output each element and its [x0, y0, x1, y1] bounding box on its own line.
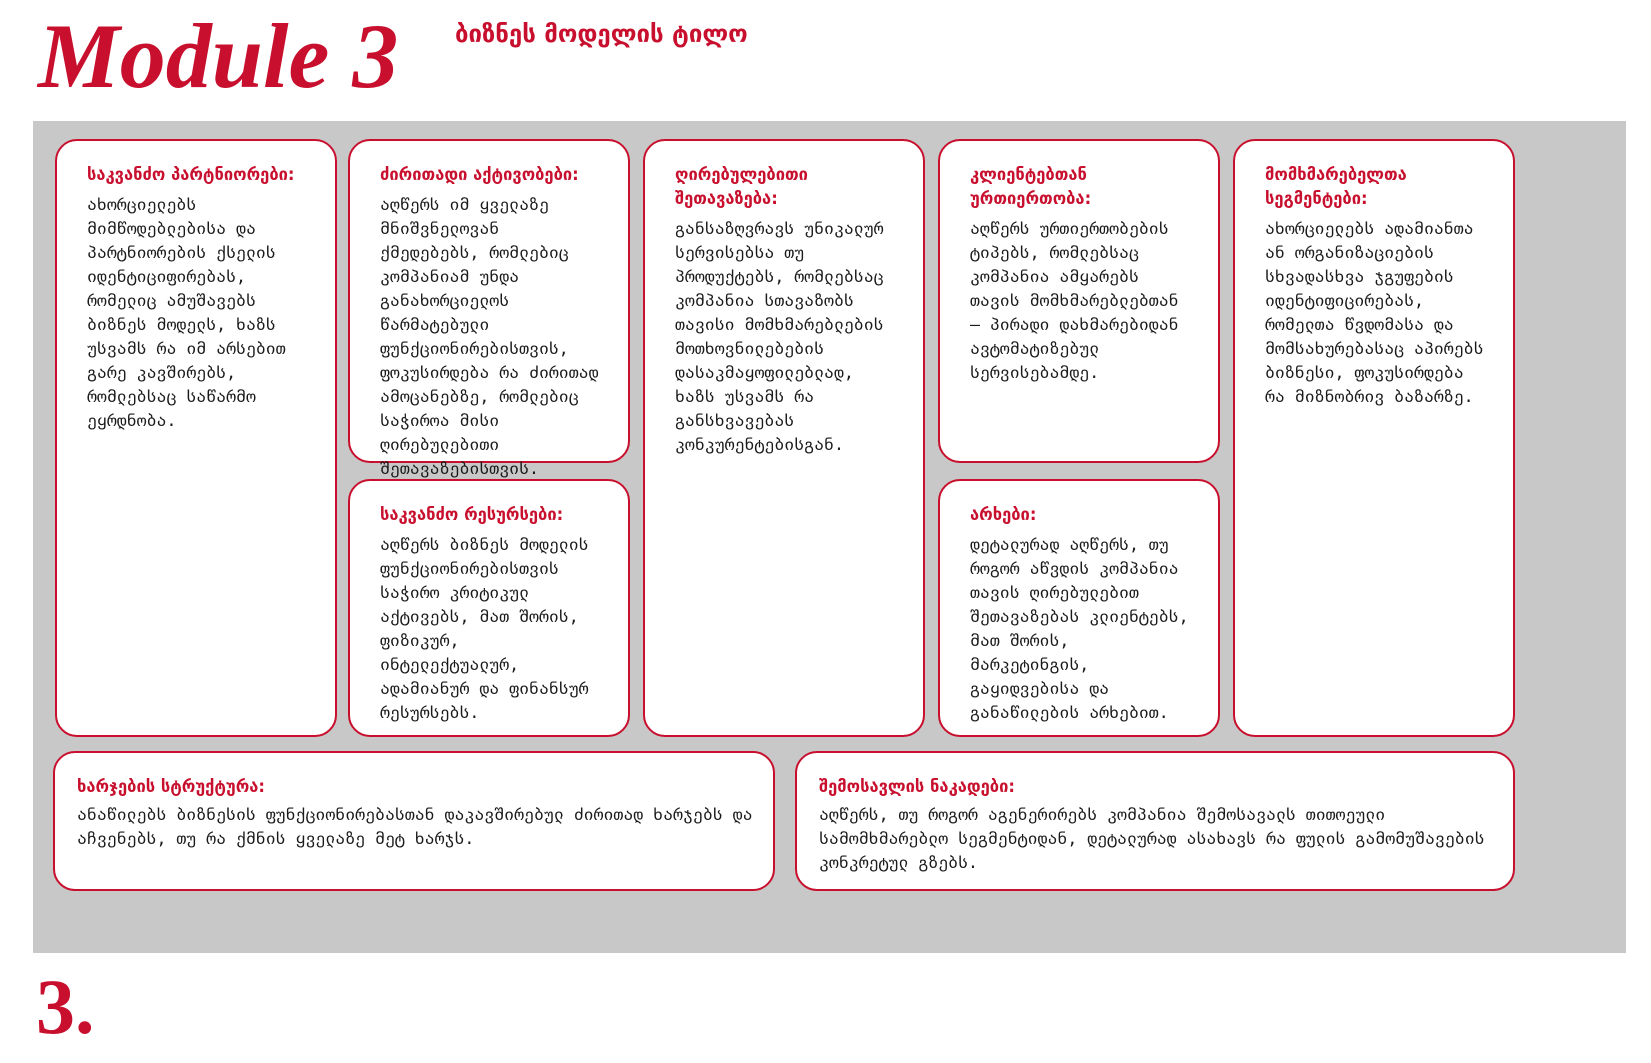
customer-segments-title: მომხმარებელთა სეგმენტები:: [1265, 165, 1407, 208]
channels-box: [938, 479, 1220, 737]
key-activities-box: [348, 139, 630, 478]
customer-segments-text: ახორციელებს ადამიანთა ან ორგანიზაციების სხვადასხვა ჯგუფების იდენტიფიცირებას, რომელთა წვდომასა და მომსახურებასაც აპირებს ბიზნესი, ფოკუსირდება რა მიზნობრივ ბაზარზე.: [1265, 219, 1484, 406]
key-resources-text: აღწერს ბიზნეს მოდელის ფუნქციონირებისთვის საჭირო კრიტიკულ აქტივებს, მათ შორის, ფიზიკურ, ინტელექტუალურ, ადამიანურ და ფინანსურ რესურსებს.: [380, 535, 589, 722]
business-model-canvas: [33, 121, 1626, 953]
value-propositions-title: ღირებულებითი შეთავაზება:: [675, 165, 808, 208]
key-activities-title: ძირითადი აქტივობები:: [380, 165, 579, 184]
key-partners-title: საკვანძო პარტნიორები:: [87, 165, 295, 184]
revenue-streams-box: [795, 751, 1515, 891]
customer-segments-box: [1233, 139, 1515, 737]
key-resources-title: საკვანძო რესურსები:: [380, 505, 564, 524]
customer-relationships-title: კლიენტებთან ურთიერთობა:: [970, 165, 1092, 208]
channels-text: დეტალურად აღწერს, თუ როგორ აწვდის კომპანია თავის ღირებულებით შეთავაზებას კლიენტებს, მათ შორის, მარკეტინგის, გაყიდვებისა და განაწილების არხებით.: [970, 535, 1189, 722]
cost-structure-box: [53, 751, 775, 891]
value-propositions-text: განსაზღვრავს უნიკალურ სერვისებსა თუ პროდუქტებს, რომლებსაც კომპანია სთავაზობს თავისი მომხმარებლების მოთხოვნილებების დასაკმაყოფილებლად, ხაზს უსვამს რა განსხვავებას კონკურენტებისგან.: [675, 219, 884, 454]
channels-title: არხები:: [970, 505, 1037, 524]
module-subtitle: ბიზნეს მოდელის ტილო: [455, 20, 748, 48]
value-propositions-box: [643, 139, 925, 737]
revenue-streams-text: აღწერს, თუ როგორ აგენერირებს კომპანია შემოსავალს თითოეული სამომხმარებლო სეგმენტიდან, დეტალურად ასახავს რა ფულის გამომუშავების კონკრეტულ გზებს.: [819, 805, 1485, 872]
page-number: 3.: [36, 963, 95, 1050]
key-partners-text: ახორციელებს მიმწოდებლებისა და პარტნიორების ქსელის იდენტიციფირებას, რომელიც ამუშავებს ბიზნეს მოდელს, ხაზს უსვამს რა იმ არსებით გარე კავშირებს, რომლებსაც საწარმო ეყრდნობა.: [87, 195, 286, 430]
key-activities-text: აღწერს იმ ყველაზე მნიშვნელოვან ქმედებებს, რომლებიც კომპანიამ უნდა განახორციელოს წარმატებული ფუნქციონირებისთვის, ფოკუსირდება რა ძირითად ამოცანებზე, რომლებიც საჭიროა მისი ღირებულებითი შეთავაზებისთვის.: [380, 195, 599, 478]
revenue-streams-title: შემოსავლის ნაკადები:: [819, 777, 1015, 796]
key-resources-box: [348, 479, 630, 737]
key-partners-box: [55, 139, 337, 737]
module-title: Module 3: [38, 5, 399, 107]
cost-structure-text: ანაწილებს ბიზნესის ფუნქციონირებასთან დაკავშირებულ ძირითად ხარჯებს და აჩვენებს, თუ რა ქმნის ყველაზე მეტ ხარჯს.: [77, 805, 753, 848]
customer-relationships-box: [938, 139, 1220, 463]
cost-structure-title: ხარჯების სტრუქტურა:: [77, 777, 266, 796]
customer-relationships-text: აღწერს ურთიერთობების ტიპებს, რომლებსაც კომპანია ამყარებს თავის მომხმარებლებთან – პირადი დახმარებიდან ავტომატიზებულ სერვისებამდე.: [970, 219, 1179, 382]
